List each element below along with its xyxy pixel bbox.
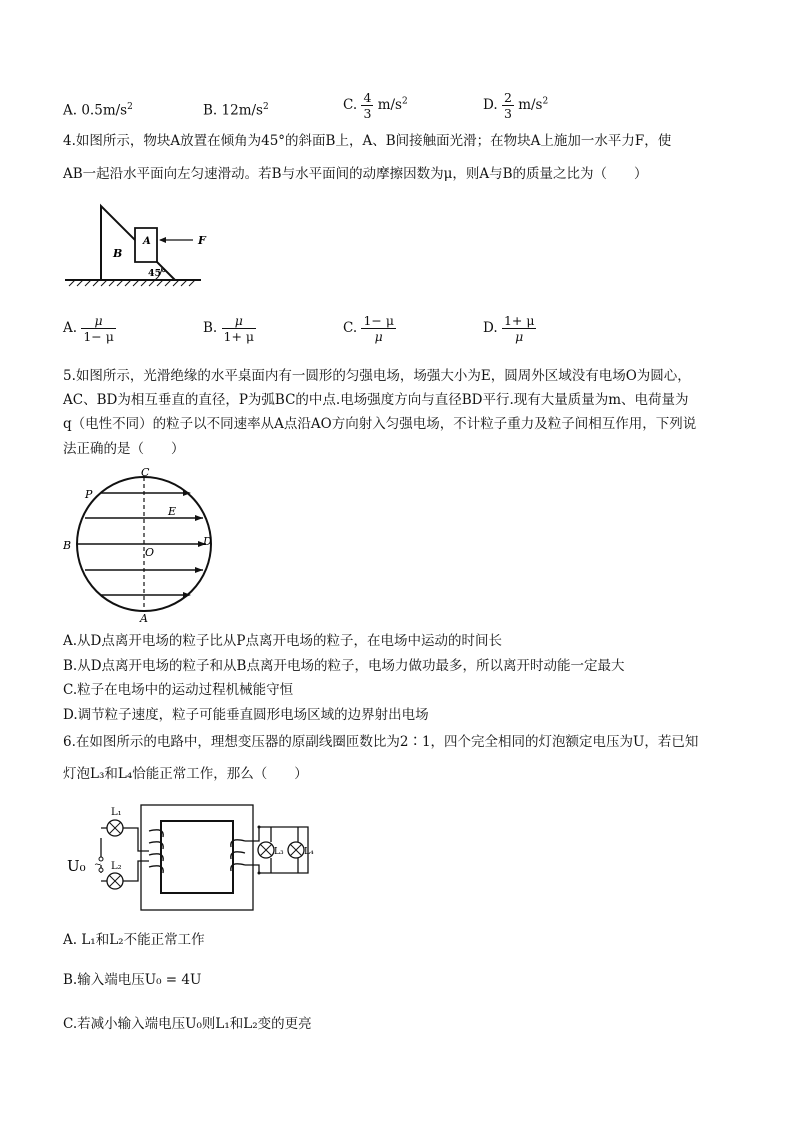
option-label: B. — [203, 320, 218, 336]
fraction — [361, 313, 396, 344]
option-label: C. — [343, 320, 358, 336]
fraction — [222, 313, 257, 344]
option-label: A. — [63, 102, 78, 119]
option-label: C. — [343, 97, 358, 113]
exponent: 2 — [542, 96, 549, 107]
q4-option-b — [203, 313, 256, 344]
option-value: 12m/s — [221, 102, 263, 119]
q6-stem-line2: 灯泡L₃和L₄恰能正常工作，那么（ ） — [63, 766, 308, 782]
fraction-denominator: μ — [515, 329, 524, 344]
lamp-l3 — [258, 842, 274, 858]
q5-stem-line4: 法正确的是（ ） — [63, 441, 185, 457]
q4-figure-incline — [63, 200, 213, 290]
option-label: B. — [203, 102, 218, 119]
label-d: D — [203, 535, 212, 548]
q6-option-c: C.若减小输入端电压U₀则L₁和L₂变的更亮 — [63, 1016, 312, 1032]
fraction — [81, 313, 116, 344]
exponent: 2 — [262, 102, 269, 112]
q4-option-d — [483, 313, 536, 344]
fraction-denominator: 1+ μ — [223, 329, 255, 344]
q5-stem-line2: AC、BD为相互垂直的直径，P为弧BC的中点.电场强度方向与直径BD平行.现有大量质量为m、电荷量为 — [63, 392, 689, 408]
label-p: P — [85, 488, 93, 501]
q5-stem-line1: 5.如图所示，光滑绝缘的水平桌面内有一圆形的匀强电场，场强大小为E，圆周外区域没有电场O为圆心， — [63, 368, 691, 384]
fraction-numerator: 1− μ — [363, 313, 394, 328]
label-l1: L₁ — [111, 807, 122, 818]
label-a: A — [143, 236, 151, 247]
option-label: D. — [483, 97, 498, 113]
q6-option-b: B.输入端电压U₀ = 4U — [63, 972, 202, 988]
fraction-numerator: 4 — [363, 90, 372, 105]
lamp-l1 — [107, 820, 123, 836]
label-o: O — [145, 546, 155, 559]
transformer-core-inner — [161, 821, 233, 893]
label-u0: U₀ — [67, 857, 86, 875]
q5-option-c: C.粒子在电场中的运动过程机械能守恒 — [63, 682, 294, 698]
q4-option-c — [343, 313, 396, 344]
fraction-denominator: 1− μ — [83, 329, 114, 344]
q3-option-b — [203, 97, 269, 121]
q4-option-a — [63, 313, 116, 344]
lamp-l2 — [107, 873, 123, 889]
q5-option-d: D.调节粒子速度，粒子可能垂直圆形电场区域的边界射出电场 — [63, 707, 429, 723]
q4-stem-line2: AB一起沿水平面向左匀速滑动。若B与水平面间的动摩擦因数为μ，则A与B的质量之比为（ ） — [63, 166, 648, 182]
fraction-numerator: 1+ μ — [503, 313, 535, 328]
lamp-l4 — [288, 842, 304, 858]
label-b: B — [113, 247, 123, 260]
fraction — [502, 90, 514, 121]
fraction-denominator: μ — [374, 329, 383, 344]
q5-option-a: A.从D点离开电场的粒子比从P点离开电场的粒子，在电场中运动的时间长 — [63, 633, 502, 649]
q6-figure-transformer-circuit — [63, 797, 333, 915]
q5-stem-line3: q（电性不同）的粒子以不同速率从A点沿AO方向射入匀强电场，不计粒子重力及粒子间相互作用，下列说 — [63, 416, 697, 432]
tilde-symbol: ~ — [94, 860, 102, 870]
exponent: 2 — [401, 96, 408, 107]
exponent: 2 — [127, 102, 133, 112]
junction-dot — [258, 872, 261, 875]
q6-stem-line1: 6.在如图所示的电路中，理想变压器的原副线圈匝数比为2∶1，四个完全相同的灯泡额定电压为U，若已知 — [63, 734, 699, 750]
q6-option-a: A. L₁和L₂不能正常工作 — [63, 932, 205, 948]
label-f: F — [198, 234, 206, 247]
q3-option-a — [63, 97, 133, 121]
fraction-denominator: 3 — [363, 106, 372, 121]
q5-option-b: B.从D点离开电场的粒子和从B点离开电场的粒子，电场力做功最多，所以离开时动能一定最大 — [63, 658, 625, 674]
q3-option-c — [343, 90, 408, 121]
option-label: A. — [63, 320, 78, 336]
fraction-numerator: 2 — [503, 90, 512, 105]
q3-option-d — [483, 90, 548, 121]
option-unit: m/s — [377, 97, 402, 113]
label-l3: L₃ — [274, 847, 284, 857]
label-l4: L₄ — [304, 847, 314, 857]
fraction — [361, 90, 373, 121]
fraction-numerator: μ — [81, 313, 116, 329]
q4-stem-line1: 4.如图所示，物块A放置在倾角为45°的斜面B上，A、B间接触面光滑；在物块A上施加一水平力F，使 — [63, 133, 672, 149]
junction-dot — [258, 826, 261, 829]
option-label: D. — [483, 320, 498, 336]
label-a: A — [140, 612, 148, 622]
fraction-numerator: μ — [222, 313, 257, 329]
option-value: 0.5m/s — [81, 102, 128, 119]
label-angle: 45° — [148, 268, 166, 279]
q5-figure-field-circle — [63, 466, 213, 622]
label-l2: L₂ — [111, 861, 122, 872]
option-unit: m/s — [518, 97, 543, 113]
fraction-denominator: 3 — [503, 106, 512, 121]
label-c: C — [141, 466, 150, 479]
fraction — [502, 313, 537, 344]
label-b: B — [63, 539, 72, 552]
field-lines — [78, 493, 206, 595]
force-arrowhead — [159, 237, 166, 243]
label-e: E — [168, 505, 177, 518]
